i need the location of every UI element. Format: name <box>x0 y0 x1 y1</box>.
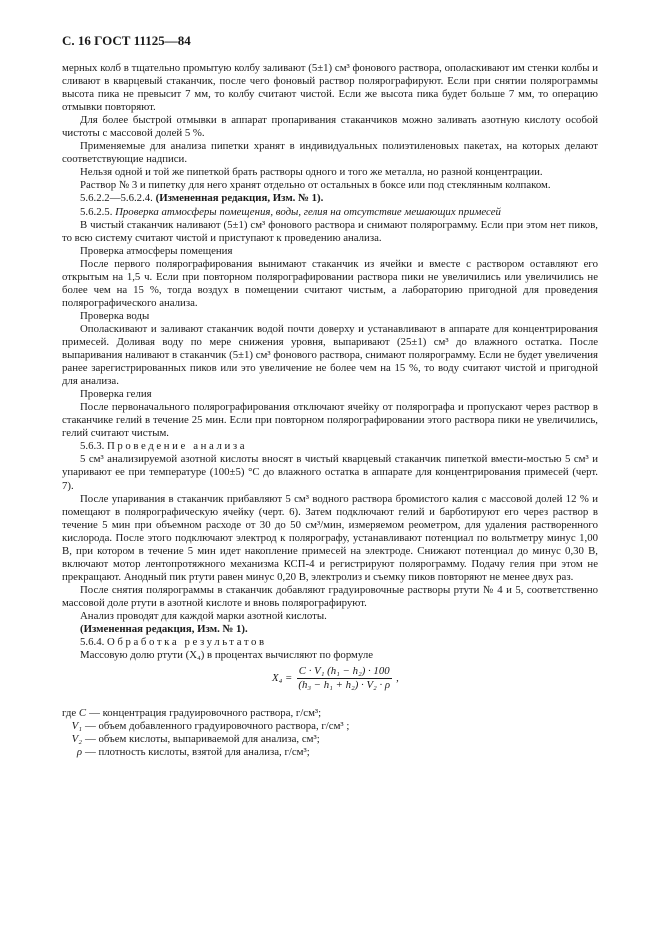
paragraph: После первоначального полярографирования отключают ячейку от полярографа и пропускают через раствор в стаканчике гелий в течение 25 мин. Если при повторном полярографировании этого раствора пики не увеличились, гелий считают чистым. <box>62 401 598 440</box>
paragraph: После упаривания в стаканчик прибавляют 5 см³ водного раствора бромистого калия с массовой долей 12 % и помещают в полярографическую ячейку (черт. 6). Затем подключают гелий и барботируют его через раствор в течение 5 мин при объемном расходе от 30 до 50 см³/мин, измеряемом реометром, для удаления растворенного кислорода. После этого подключают электрод к полярографу, устанавливают потенциал по вольтметру минус 1,00 В, при котором в течение 5 мин идет накопление примесей на электроде. Снижают потенциал до минус 0,30 В, включают мотор лентопротяжного механизма КСП-4 и регистрируют полярограмму. Подачу гелия при этом не прекращают. Анодный пик ртути равен минус 0,20 В, электролиз и съемку пиков повторяют не менее двух раз. <box>62 492 598 583</box>
amendment-note: (Измененная редакция, Изм. № 1). <box>80 623 248 636</box>
definition-symbol: C <box>78 707 87 720</box>
document-body <box>62 62 598 759</box>
section-heading <box>62 440 598 453</box>
definition-item <box>62 720 598 733</box>
definition-text: — объем кислоты, выпариваемой для анализа, см³; <box>85 733 320 746</box>
section-title: Проверка атмосферы помещения, воды, гелия на отсутствие мешающих примесей <box>115 205 501 218</box>
paragraph: Анализ проводят для каждой марки азотной кислоты. <box>80 609 327 622</box>
section-title: Обработка результатов <box>107 636 267 649</box>
paragraph: В чистый стаканчик наливают (5±1) см³ фонового раствора и снимают полярограмму. Если при этом нет пиков, то всю систему считают чистой и приступают к проведению анализа. <box>62 218 598 244</box>
section-number: 5.6.4. <box>80 636 105 649</box>
definition-symbol: V₁ <box>71 720 82 733</box>
definition-symbol: ρ <box>76 746 82 759</box>
paragraph: После снятия полярограммы в стаканчик добавляют градуировочные растворы ртути № 4 и 5, соответственно массовой доле ртути в азотной кислоте и вновь полярографируют. <box>62 583 598 609</box>
paragraph: мерных колб в тщательно промытую колбу заливают (5±1) см³ фонового раствора, ополаскивают им стенки колбы и сливают в кварцевый стаканчик, после чего фоновый раствор полярографируют. Если при снятии полярограммы высота пика не превысит 7 мм, то колбу считают чистой. Если же высота пика будет больше 7 мм, то операцию отмывки повторяют. <box>62 62 598 114</box>
paragraph: Ополаскивают и заливают стаканчик водой почти доверху и устанавливают в аппарате для концентрирования примесей. Доливая воду по мере снижения уровня, выпаривают (25±1) см³ до влажного остатка. После выпаривания наливают в стаканчик (5±1) см³ фонового раствора, снимают полярограмму. Если не будет увеличения ранее зарегистрированных пиков или это увеличение не более чем на 15 %, то воду считают чистой и пригодной для анализа. <box>62 322 598 388</box>
section-heading <box>62 206 598 219</box>
amendment-line <box>62 192 598 205</box>
subheading: Проверка гелия <box>80 388 152 401</box>
paragraph: После первого полярографирования вынимают стаканчик из ячейки и вместе с раствором оставляют его открытым на 1,5 ч. Если при повторном полярографировании раствора пики не увеличились или увеличились не более чем на 15 %, тогда воздух в помещении считают чистым, а лабораторию пригодной для проведения полярографического анализа. <box>62 257 598 309</box>
subheading: Проверка воды <box>80 309 150 322</box>
subheading: Проверка атмосферы помещения <box>80 244 233 257</box>
paragraph: 5 см³ анализируемой азотной кислоты вносят в чистый кварцевый стаканчик пипеткой вмести-мостью 5 см³ и упаривают ее при температуре (100±5) °С до влажного остатка в аппарате для концентрирования примесей (черт. 7). <box>62 453 598 492</box>
amendment-note: (Измененная редакция, Изм. № 1). <box>155 192 324 205</box>
definition-text: — объем добавленного градуировочного раствора, г/см³ ; <box>85 720 350 733</box>
definition-item <box>62 733 598 746</box>
formula-numerator: C · V₁ (h₁ − h₂) · 100 <box>298 665 390 678</box>
paragraph: Применяемые для анализа пипетки хранят в индивидуальных полиэтиленовых пакетах, на которых делают соответствующие надписи. <box>62 140 598 166</box>
definition-text: — концентрация градуировочного раствора, г/см³; <box>89 707 322 720</box>
definition-item <box>62 746 598 759</box>
formula-denominator: (h₃ − h₁ + h₂) · V₂ · ρ <box>298 679 391 692</box>
section-number: 5.6.2.2—5.6.2.4. <box>80 192 153 205</box>
definitions-list <box>62 707 598 759</box>
formula-tail: , <box>396 672 399 685</box>
page-header: С. 16 ГОСТ 11125—84 <box>62 33 191 48</box>
formula-block <box>62 665 598 703</box>
paragraph: Раствор № 3 и пипетку для него хранят отдельно от остальных в боксе или под стеклянным колпаком. <box>80 179 551 192</box>
formula-lhs: X₄ = <box>272 672 293 685</box>
definition-symbol: V₂ <box>71 733 82 746</box>
mercury-formula <box>272 665 399 692</box>
section-heading <box>62 636 598 649</box>
paragraph: Нельзя одной и той же пипеткой брать растворы одного и того же металла, но разной концентрации. <box>80 166 543 179</box>
paragraph: Для более быстрой отмывки в аппарат пропаривания стаканчиков можно заливать азотную кислоту особой чистоты с массовой долей 5 %. <box>62 114 598 140</box>
formula-fraction <box>296 665 392 692</box>
definition-text: — плотность кислоты, взятой для анализа, г/см³; <box>85 746 310 759</box>
section-title: Проведение анализа <box>107 440 248 453</box>
definitions-intro: где <box>62 707 77 720</box>
paragraph: Массовую долю ртути (X₄) в процентах вычисляют по формуле <box>80 649 373 662</box>
section-number: 5.6.3. <box>80 440 105 453</box>
definition-item <box>62 707 598 720</box>
section-number: 5.6.2.5. <box>80 205 113 218</box>
